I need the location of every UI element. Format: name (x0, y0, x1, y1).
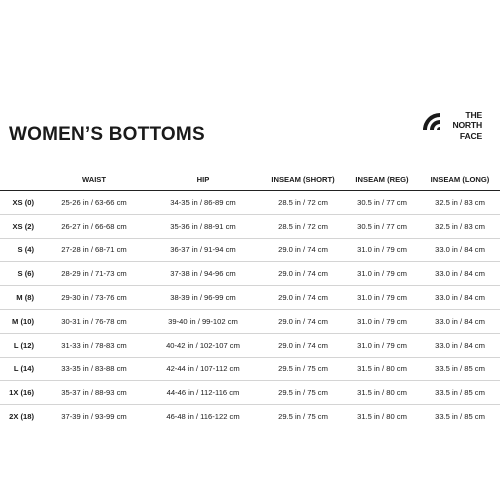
inseam-long-cell: 32.5 in / 83 cm (420, 191, 500, 215)
table-row (0, 357, 500, 381)
hip-cell: 35-36 in / 88-91 cm (144, 214, 262, 238)
brand-wordmark (438, 110, 482, 141)
table-row (0, 262, 500, 286)
brand-line-1: THE (465, 110, 482, 120)
hip-cell: 40-42 in / 102-107 cm (144, 333, 262, 357)
size-cell: XS (0) (0, 191, 44, 215)
inseam-short-cell: 29.5 in / 75 cm (278, 412, 328, 422)
inseam-short-cell: 29.0 in / 74 cm (262, 309, 344, 333)
inseam-long-cell: 33.0 in / 84 cm (420, 309, 500, 333)
hip-cell: 37-38 in / 94-96 cm (144, 262, 262, 286)
inseam-reg-cell: 31.5 in / 80 cm (344, 381, 420, 405)
inseam-reg-cell: 31.5 in / 80 cm (357, 412, 407, 422)
inseam-long-cell: 32.5 in / 83 cm (420, 214, 500, 238)
table-row (0, 381, 500, 405)
table-row (0, 405, 500, 428)
table-row (0, 238, 500, 262)
inseam-reg-cell: 31.0 in / 79 cm (344, 262, 420, 286)
waist-cell: 33-35 in / 83-88 cm (44, 357, 144, 381)
inseam-long-cell: 33.5 in / 85 cm (420, 381, 500, 405)
size-cell: L (12) (0, 333, 44, 357)
waist-cell: 35-37 in / 88-93 cm (44, 381, 144, 405)
inseam-short-cell: 29.0 in / 74 cm (262, 238, 344, 262)
size-cell: S (6) (0, 262, 44, 286)
waist-cell: 31-33 in / 78-83 cm (44, 333, 144, 357)
hip-cell: 34-35 in / 86-89 cm (144, 191, 262, 215)
inseam-short-cell: 29.5 in / 75 cm (262, 381, 344, 405)
inseam-reg-cell: 30.5 in / 77 cm (344, 214, 420, 238)
brand-line-2: NORTH (452, 120, 482, 131)
waist-cell: 30-31 in / 76-78 cm (44, 309, 144, 333)
size-cell: 1X (16) (0, 381, 44, 405)
brand-line-3: FACE (459, 130, 482, 141)
size-cell: 2X (18) (9, 412, 34, 422)
table-row (0, 214, 500, 238)
inseam-short-cell: 29.0 in / 74 cm (262, 286, 344, 310)
inseam-short-cell: 29.5 in / 75 cm (262, 357, 344, 381)
waist-cell: 37-39 in / 93-99 cm (61, 412, 127, 422)
inseam-long-cell: 33.0 in / 84 cm (420, 238, 500, 262)
table-row (0, 333, 500, 357)
size-column-header (0, 168, 44, 191)
hip-cell: 38-39 in / 96-99 cm (144, 286, 262, 310)
header-row (0, 168, 500, 191)
inseam-reg-cell: 31.0 in / 79 cm (344, 286, 420, 310)
inseam-reg-column-header: INSEAM (REG) (344, 168, 420, 191)
inseam-short-column-header: INSEAM (SHORT) (262, 168, 344, 191)
size-cell: XS (2) (0, 214, 44, 238)
inseam-short-cell: 28.5 in / 72 cm (262, 191, 344, 215)
page-title: WOMEN’S BOTTOMS (9, 124, 205, 145)
inseam-reg-cell: 31.0 in / 79 cm (344, 309, 420, 333)
size-chart-table (0, 168, 500, 428)
waist-cell: 27-28 in / 68-71 cm (44, 238, 144, 262)
size-cell: M (8) (0, 286, 44, 310)
inseam-reg-cell: 31.0 in / 79 cm (344, 238, 420, 262)
inseam-short-cell: 28.5 in / 72 cm (262, 214, 344, 238)
hip-cell: 42-44 in / 107-112 cm (144, 357, 262, 381)
inseam-long-column-header: INSEAM (LONG) (420, 168, 500, 191)
inseam-long-cell: 33.0 in / 84 cm (420, 286, 500, 310)
inseam-long-cell: 33.5 in / 85 cm (435, 412, 485, 422)
inseam-short-cell: 29.0 in / 74 cm (262, 262, 344, 286)
waist-cell: 28-29 in / 71-73 cm (44, 262, 144, 286)
waist-cell: 26-27 in / 66-68 cm (44, 214, 144, 238)
table-body (0, 191, 500, 428)
hip-cell: 46-48 in / 116-122 cm (166, 412, 240, 422)
the-north-face-logo (420, 110, 482, 150)
inseam-short-cell: 29.0 in / 74 cm (262, 333, 344, 357)
size-cell: M (10) (0, 309, 44, 333)
inseam-reg-cell: 30.5 in / 77 cm (344, 191, 420, 215)
size-cell: S (4) (0, 238, 44, 262)
waist-cell: 29-30 in / 73-76 cm (44, 286, 144, 310)
table-row (0, 191, 500, 215)
waist-column-header: WAIST (44, 168, 144, 191)
table-row (0, 286, 500, 310)
waist-cell: 25-26 in / 63-66 cm (44, 191, 144, 215)
inseam-reg-cell: 31.0 in / 79 cm (344, 333, 420, 357)
hip-column-header: HIP (144, 168, 262, 191)
table-row (0, 309, 500, 333)
inseam-long-cell: 33.5 in / 85 cm (420, 357, 500, 381)
hip-cell: 36-37 in / 91-94 cm (144, 238, 262, 262)
hip-cell: 44-46 in / 112-116 cm (144, 381, 262, 405)
inseam-long-cell: 33.0 in / 84 cm (420, 262, 500, 286)
inseam-reg-cell: 31.5 in / 80 cm (344, 357, 420, 381)
inseam-long-cell: 33.0 in / 84 cm (420, 333, 500, 357)
hip-cell: 39-40 in / 99-102 cm (144, 309, 262, 333)
size-cell: L (14) (0, 357, 44, 381)
